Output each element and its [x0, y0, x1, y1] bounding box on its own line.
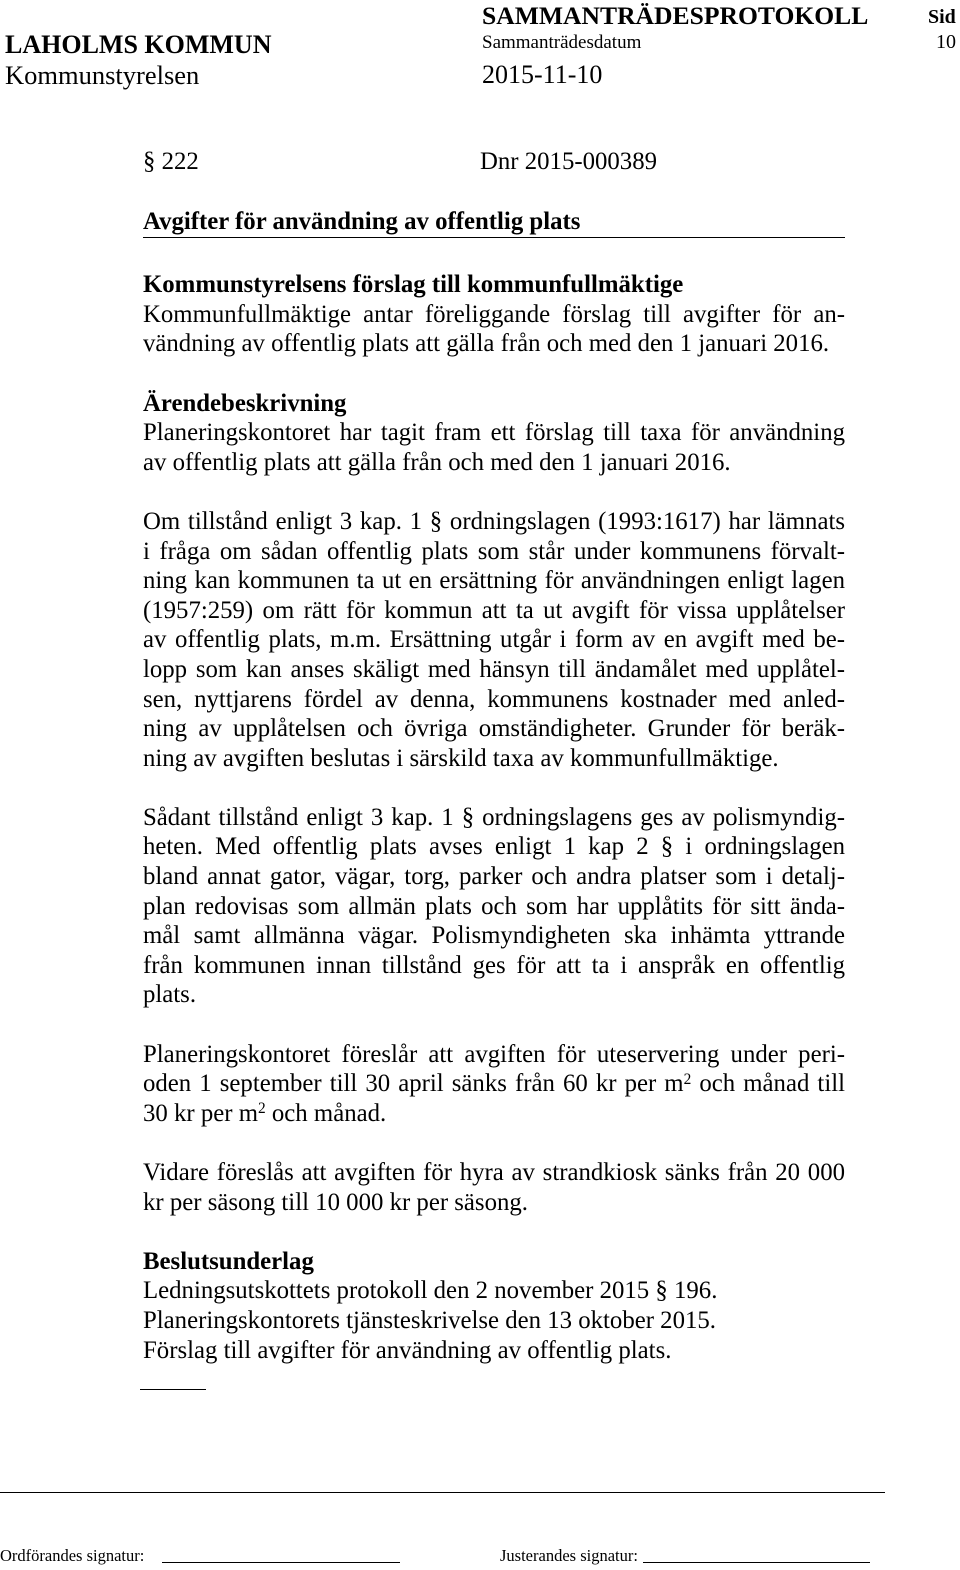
description-paragraph-2-line: av offentlig plats, m.m. Ersättning utgår i form av en avgift med be- — [143, 626, 845, 654]
superscript: 2 — [683, 1070, 692, 1088]
superscript: 2 — [258, 1100, 266, 1118]
case-row — [143, 147, 845, 177]
description-paragraph-4-line: Planeringskontoret föreslår att avgiften för uteservering under peri- — [143, 1040, 845, 1068]
description-paragraph-5-line: Vidare föreslås att avgiften för hyra av strandkiosk sänks från 20 000 — [143, 1159, 845, 1186]
decision-basis-item: Planeringskontorets tjänsteskrivelse den 13 oktober 2015. — [143, 1306, 716, 1334]
case-number: 222 — [161, 148, 199, 176]
description-paragraph-3-line: heten. Med offentlig plats avses enligt 1 kap 2 § i ordningslagen — [143, 833, 845, 861]
section-sign: § — [143, 148, 156, 176]
description-paragraph-1-line: Planeringskontoret har tagit fram ett förslag till taxa för användning — [143, 419, 845, 447]
description-paragraph-5-line: kr per säsong till 10 000 kr per säsong. — [143, 1188, 528, 1216]
committee-name: Kommunstyrelsen — [5, 60, 200, 90]
chair-signature-line — [162, 1562, 400, 1563]
line-text: 30 kr per m — [143, 1099, 259, 1127]
line-text: och månad. — [265, 1099, 387, 1127]
footer-divider — [0, 1492, 885, 1493]
description-paragraph-4 — [143, 1040, 845, 1129]
proposal-heading: Kommunstyrelsens förslag till kommunfullmäktige — [143, 271, 684, 299]
description-paragraph-4-line — [143, 1099, 845, 1129]
meeting-date: 2015-11-10 — [482, 60, 603, 89]
organization-name: LAHOLMS KOMMUN — [5, 30, 272, 59]
description-paragraph-2-line: sen, nyttjarens fördel av denna, kommunens kostnader med anled- — [143, 685, 845, 713]
description-paragraph-2-line: i fråga om sådan offentlig plats som står under kommunens förvalt- — [143, 537, 845, 565]
description-heading: Ärendebeskrivning — [143, 389, 347, 417]
description-paragraph-2-line: ning av upplåtelsen och övriga omständigheter. Grunder för beräk- — [143, 715, 845, 743]
case-title: Avgifter för användning av offentlig plats — [143, 207, 845, 238]
description-paragraph-3-line: Sådant tillstånd enligt 3 kap. 1 § ordningslagens ges av polismyndig- — [143, 803, 845, 831]
description-paragraph-3-line: plan redovisas som allmän plats och som har upplåtits för sitt ända- — [143, 892, 845, 920]
document-type: SAMMANTRÄDESPROTOKOLL — [482, 1, 869, 30]
description-paragraph-2-line: ning kan kommunen ta ut en ersättning för användningen enligt lagen — [143, 567, 845, 595]
description-paragraph-2-line: Om tillstånd enligt 3 kap. 1 § ordningslagen (1993:1617) har lämnats — [143, 507, 845, 535]
case-dnr: Dnr 2015-000389 — [480, 148, 658, 176]
description-paragraph-3-line: bland annat gator, vägar, torg, parker och andra platser som i detalj- — [143, 863, 845, 891]
decision-basis-item: Förslag till avgifter för användning av offentlig plats. — [143, 1336, 672, 1364]
proposal-line: vändning av offentlig plats att gälla från och med den 1 januari 2016. — [143, 330, 830, 358]
proposal-line: Kommunfullmäktige antar föreliggande förslag till avgifter för an- — [143, 300, 845, 328]
line-text: oden 1 september till 30 april sänks från 60 kr per m — [143, 1070, 684, 1098]
description-paragraph-3-line: plats. — [143, 981, 197, 1009]
page-number: 10 — [936, 31, 956, 53]
chair-signature-label: Ordförandes signatur: — [0, 1546, 145, 1565]
decision-basis-item: Ledningsutskottets protokoll den 2 november 2015 § 196. — [143, 1277, 718, 1305]
description-paragraph-5 — [143, 1158, 845, 1217]
decision-basis-heading: Beslutsunderlag — [143, 1247, 314, 1275]
line-text: och månad till — [691, 1070, 845, 1098]
description-paragraph-4-line — [143, 1069, 845, 1099]
page-label: Sid — [928, 6, 956, 28]
adjuster-signature-label: Justerandes signatur: — [500, 1546, 638, 1565]
description-paragraph-3 — [143, 803, 845, 1010]
adjuster-signature-line — [643, 1562, 870, 1563]
description-paragraph-2 — [143, 507, 845, 773]
description-paragraph-2-line: lopp som kan anses skäligt med hänsyn till ändamålet med upplåtel- — [143, 655, 845, 683]
description-paragraph-2-line: ning av avgiften beslutas i särskild taxa av kommunfullmäktige. — [143, 744, 779, 772]
description-paragraph-1-line: av offentlig plats att gälla från och med den 1 januari 2016. — [143, 448, 731, 476]
description-paragraph-3-line: mål samt allmänna vägar. Polismyndigheten ska inhämta yttrande — [143, 922, 845, 950]
case-body — [143, 270, 845, 1365]
end-of-section-rule — [140, 1389, 206, 1390]
meeting-date-label: Sammanträdesdatum — [482, 32, 642, 53]
description-paragraph-2-line: (1957:259) om rätt för kommun att ta ut avgift för vissa upplåtelser — [143, 596, 845, 624]
description-paragraph-3-line: från kommunen innan tillstånd ges för att ta i anspråk en offentlig — [143, 951, 845, 979]
